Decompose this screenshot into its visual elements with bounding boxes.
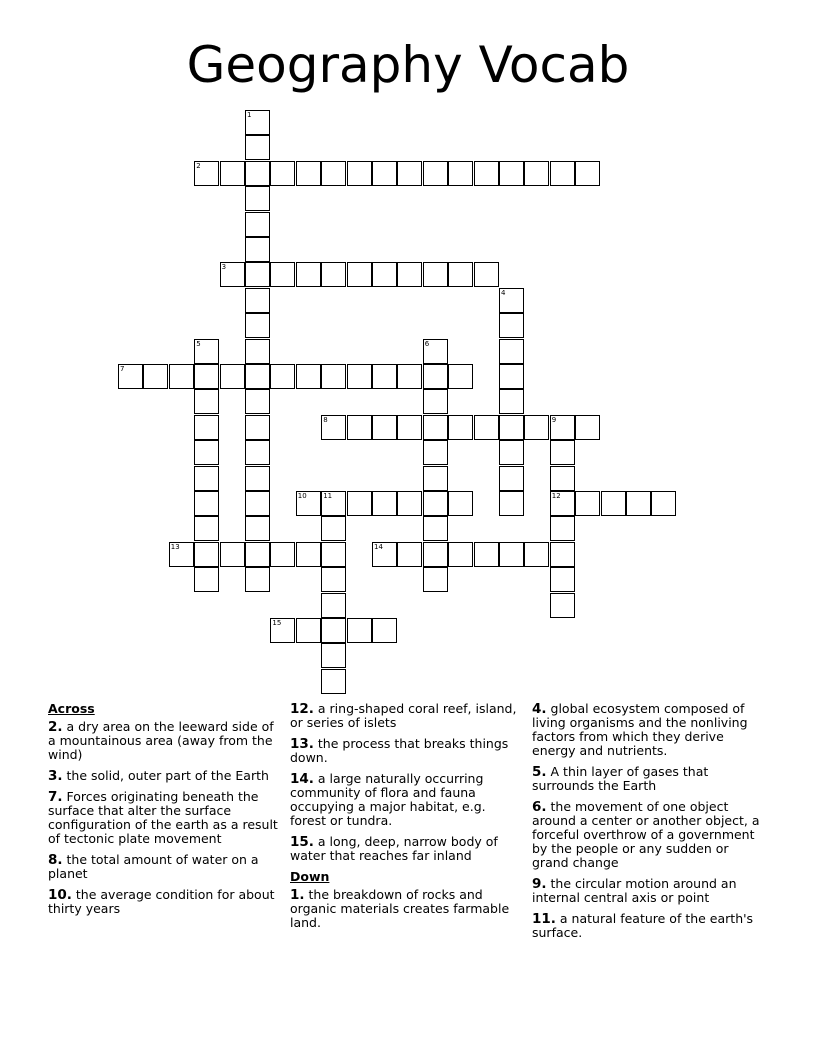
crossword-cell[interactable] <box>347 364 372 389</box>
crossword-cell[interactable] <box>499 389 524 414</box>
clue-text: the circular motion around an internal central axis or point <box>532 876 737 905</box>
crossword-cell[interactable] <box>270 262 295 287</box>
crossword-cell[interactable] <box>550 593 575 618</box>
crossword-cell[interactable] <box>194 339 219 364</box>
crossword-cell[interactable] <box>423 415 448 440</box>
crossword-cell[interactable] <box>397 491 422 516</box>
crossword-cell[interactable] <box>245 135 270 160</box>
cell-number: 9 <box>551 415 557 424</box>
crossword-cell[interactable] <box>423 440 448 465</box>
across-heading: Across <box>48 701 95 716</box>
crossword-cell[interactable] <box>550 440 575 465</box>
cell-number: 5 <box>196 339 201 348</box>
crossword-cell[interactable] <box>372 262 397 287</box>
crossword-cell[interactable] <box>220 262 245 287</box>
crossword-cell[interactable] <box>499 466 524 491</box>
crossword-cell[interactable] <box>397 161 422 186</box>
clue-down-11 <box>532 912 767 940</box>
crossword-cell[interactable] <box>245 313 270 338</box>
clue-number: 12. <box>290 701 314 717</box>
crossword-cell[interactable] <box>245 212 270 237</box>
crossword-cell[interactable] <box>296 262 321 287</box>
clue-number: 13. <box>290 736 314 752</box>
clue-text: the movement of one object around a center or another object, a forceful overthrow of a government by the people or any sudden or grand change <box>532 799 760 870</box>
clue-text: a natural feature of the earth's surface. <box>532 911 754 940</box>
clue-text: the total amount of water on a planet <box>48 852 259 881</box>
clue-down-1 <box>290 888 525 930</box>
crossword-cell[interactable] <box>474 262 499 287</box>
crossword-cell[interactable] <box>245 516 270 541</box>
crossword-cell[interactable] <box>321 567 346 592</box>
crossword-cell[interactable] <box>499 415 524 440</box>
clue-text: a ring-shaped coral reef, island, or series of islets <box>290 701 517 730</box>
cell-number: 4 <box>501 288 506 297</box>
crossword-cell[interactable] <box>194 389 219 414</box>
clue-across-12 <box>290 702 525 730</box>
clue-text: a long, deep, narrow body of water that reaches far inland <box>290 834 498 863</box>
crossword-cell[interactable] <box>245 491 270 516</box>
cell-number: 7 <box>120 365 125 373</box>
crossword-cell[interactable] <box>423 491 448 516</box>
clue-down-5 <box>532 765 767 793</box>
crossword-cell[interactable] <box>575 415 600 440</box>
down-heading: Down <box>290 869 330 884</box>
crossword-cell[interactable] <box>423 542 448 567</box>
crossword-cell[interactable] <box>321 491 346 516</box>
crossword-cell[interactable] <box>194 542 219 567</box>
clue-text: global ecosystem composed of living organisms and the nonliving factors from which they derive energy and nutrients. <box>532 701 748 758</box>
crossword-cell[interactable] <box>194 516 219 541</box>
crossword-cell[interactable] <box>321 542 346 567</box>
crossword-cell[interactable] <box>550 161 575 186</box>
crossword-cell[interactable] <box>397 364 422 389</box>
crossword-cell[interactable] <box>524 161 549 186</box>
clue-across-2 <box>48 720 283 762</box>
crossword-cell[interactable] <box>423 262 448 287</box>
crossword-cell[interactable] <box>270 542 295 567</box>
crossword-cell[interactable] <box>499 542 524 567</box>
cell-number: 12 <box>551 492 561 500</box>
crossword-cell[interactable] <box>194 161 219 186</box>
clue-number: 10. <box>48 887 72 903</box>
clue-across-8 <box>48 853 283 881</box>
crossword-cell[interactable] <box>448 364 473 389</box>
crossword-cell[interactable] <box>220 364 245 389</box>
crossword-cell[interactable] <box>321 364 346 389</box>
crossword-cell[interactable] <box>423 339 448 364</box>
crossword-cell[interactable] <box>194 440 219 465</box>
crossword-cell[interactable] <box>270 618 295 643</box>
clue-text: A thin layer of gases that surrounds the Earth <box>532 764 709 793</box>
crossword-cell[interactable] <box>296 491 321 516</box>
crossword-cell[interactable] <box>347 491 372 516</box>
clues-column-1 <box>48 702 283 923</box>
crossword-cell[interactable] <box>143 364 168 389</box>
crossword-cell[interactable] <box>550 567 575 592</box>
clue-number: 14. <box>290 771 314 787</box>
crossword-cell[interactable] <box>321 643 346 668</box>
crossword-cell[interactable] <box>194 466 219 491</box>
crossword-cell[interactable] <box>372 618 397 643</box>
clue-across-13 <box>290 737 525 765</box>
crossword-cell[interactable] <box>397 542 422 567</box>
clue-text: the solid, outer part of the Earth <box>66 768 269 783</box>
crossword-cell[interactable] <box>245 364 270 389</box>
crossword-cell[interactable] <box>296 161 321 186</box>
crossword-cell[interactable] <box>194 415 219 440</box>
crossword-cell[interactable] <box>194 364 219 389</box>
cell-number: 8 <box>323 415 328 424</box>
crossword-cell[interactable] <box>448 262 473 287</box>
crossword-cell[interactable] <box>296 618 321 643</box>
cell-number: 2 <box>196 161 201 170</box>
crossword-cell[interactable] <box>296 364 321 389</box>
crossword-cell[interactable] <box>245 339 270 364</box>
crossword-cell[interactable] <box>423 389 448 414</box>
crossword-cell[interactable] <box>321 618 346 643</box>
crossword-cell[interactable] <box>651 491 676 516</box>
crossword-cell[interactable] <box>626 491 651 516</box>
crossword-cell[interactable] <box>220 542 245 567</box>
crossword-cell[interactable] <box>372 161 397 186</box>
crossword-cell[interactable] <box>245 110 270 135</box>
crossword-cell[interactable] <box>448 415 473 440</box>
crossword-cell[interactable] <box>499 440 524 465</box>
clue-number: 15. <box>290 834 314 850</box>
crossword-cell[interactable] <box>245 415 270 440</box>
crossword-cell[interactable] <box>550 491 575 516</box>
cell-number: 11 <box>323 492 333 500</box>
cell-number: 3 <box>221 263 227 272</box>
crossword-cell[interactable] <box>474 542 499 567</box>
clue-across-3 <box>48 769 283 783</box>
clue-text: the breakdown of rocks and organic materials creates farmable land. <box>290 887 510 930</box>
crossword-cell[interactable] <box>550 466 575 491</box>
crossword-cell[interactable] <box>321 415 346 440</box>
crossword-cell[interactable] <box>321 516 346 541</box>
clue-down-9 <box>532 877 767 905</box>
crossword-cell[interactable] <box>524 415 549 440</box>
crossword-cell[interactable] <box>169 364 194 389</box>
crossword-cell[interactable] <box>550 542 575 567</box>
crossword-cell[interactable] <box>245 440 270 465</box>
crossword-cell[interactable] <box>245 186 270 211</box>
crossword-cell[interactable] <box>474 161 499 186</box>
clue-across-10 <box>48 888 283 916</box>
crossword-cell[interactable] <box>321 669 346 694</box>
crossword-cell[interactable] <box>321 161 346 186</box>
crossword-cell[interactable] <box>423 364 448 389</box>
clue-number: 1. <box>290 887 305 903</box>
crossword-cell[interactable] <box>220 161 245 186</box>
clue-down-4 <box>532 702 767 758</box>
cell-number: 6 <box>424 339 430 348</box>
crossword-cell[interactable] <box>347 161 372 186</box>
clues-column-3 <box>532 702 767 947</box>
crossword-cell[interactable] <box>372 364 397 389</box>
crossword-cell[interactable] <box>575 161 600 186</box>
cell-number: 14 <box>374 542 383 551</box>
crossword-cell[interactable] <box>372 542 397 567</box>
crossword-cell[interactable] <box>245 389 270 414</box>
crossword-cell[interactable] <box>372 415 397 440</box>
crossword-cell[interactable] <box>270 161 295 186</box>
crossword-cell[interactable] <box>194 491 219 516</box>
clue-number: 6. <box>532 799 547 815</box>
clue-number: 8. <box>48 852 63 868</box>
crossword-cell[interactable] <box>499 491 524 516</box>
crossword-cell[interactable] <box>347 618 372 643</box>
crossword-cell[interactable] <box>245 262 270 287</box>
crossword-cell[interactable] <box>499 364 524 389</box>
crossword-cell[interactable] <box>499 288 524 313</box>
crossword-cell[interactable] <box>448 491 473 516</box>
crossword-cell[interactable] <box>397 262 422 287</box>
crossword-cell[interactable] <box>296 542 321 567</box>
clue-across-15 <box>290 835 525 863</box>
crossword-cell[interactable] <box>321 262 346 287</box>
cell-number: 15 <box>272 619 282 627</box>
crossword-cell[interactable] <box>499 313 524 338</box>
crossword-cell[interactable] <box>474 415 499 440</box>
crossword-cell[interactable] <box>270 364 295 389</box>
crossword-cell[interactable] <box>245 466 270 491</box>
clue-number: 5. <box>532 764 547 780</box>
crossword-cell[interactable] <box>245 237 270 262</box>
clue-text: Forces originating beneath the surface that alter the surface configuration of the earth as a result of tectonic plate movement <box>48 789 278 846</box>
clue-number: 3. <box>48 768 63 784</box>
clues-column-2 <box>290 702 525 937</box>
cell-number: 13 <box>170 542 180 551</box>
crossword-cell[interactable] <box>245 161 270 186</box>
clue-number: 4. <box>532 701 547 717</box>
crossword-cell[interactable] <box>499 161 524 186</box>
crossword-cell[interactable] <box>423 567 448 592</box>
crossword-cell[interactable] <box>118 364 143 389</box>
crossword-cell[interactable] <box>245 567 270 592</box>
crossword-cell[interactable] <box>423 516 448 541</box>
clue-number: 2. <box>48 719 63 735</box>
crossword-cell[interactable] <box>423 466 448 491</box>
crossword-cell[interactable] <box>423 161 448 186</box>
crossword-cell[interactable] <box>575 491 600 516</box>
crossword-cell[interactable] <box>448 542 473 567</box>
clue-down-6 <box>532 800 767 870</box>
crossword-cell[interactable] <box>499 339 524 364</box>
clue-across-14 <box>290 772 525 828</box>
clue-text: a large naturally occurring community of flora and fauna occupying a major habitat, e.g. forest or tundra. <box>290 771 486 828</box>
clue-text: the average condition for about thirty years <box>48 887 275 916</box>
crossword-cell[interactable] <box>550 516 575 541</box>
cell-number: 10 <box>297 492 307 500</box>
page-title: Geography Vocab <box>186 36 630 94</box>
clue-text: a dry area on the leeward side of a mountainous area (away from the wind) <box>48 719 274 762</box>
clue-number: 9. <box>532 876 547 892</box>
crossword-cell[interactable] <box>321 593 346 618</box>
crossword-cell[interactable] <box>169 542 194 567</box>
crossword-cell[interactable] <box>550 415 575 440</box>
clue-across-7 <box>48 790 283 846</box>
cell-number: 1 <box>247 111 252 119</box>
crossword-cell[interactable] <box>245 542 270 567</box>
crossword-cell[interactable] <box>245 288 270 313</box>
crossword-cell[interactable] <box>601 491 626 516</box>
crossword-cell[interactable] <box>347 262 372 287</box>
crossword-cell[interactable] <box>194 567 219 592</box>
clue-number: 11. <box>532 911 556 927</box>
crossword-cell[interactable] <box>372 491 397 516</box>
crossword-cell[interactable] <box>397 415 422 440</box>
crossword-cell[interactable] <box>524 542 549 567</box>
clue-text: the process that breaks things down. <box>290 736 509 765</box>
crossword-cell[interactable] <box>347 415 372 440</box>
crossword-cell[interactable] <box>448 161 473 186</box>
clue-number: 7. <box>48 789 63 805</box>
